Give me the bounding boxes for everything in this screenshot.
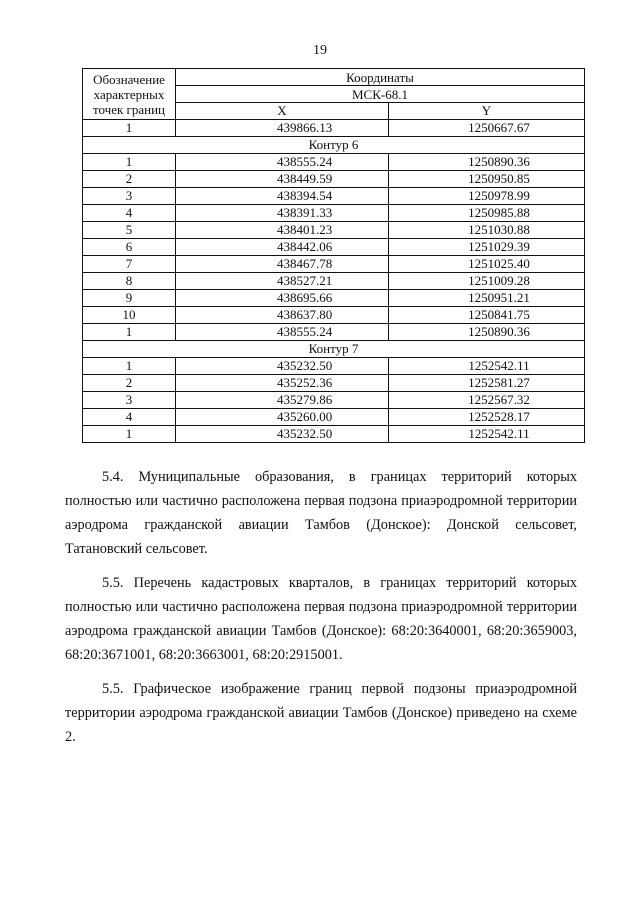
y-coordinate: 1252542.11 [468, 358, 530, 373]
y-cell [389, 256, 585, 273]
point-number: 4 [83, 409, 176, 426]
x-coordinate: 435232.50 [277, 426, 333, 441]
y-cell [389, 188, 585, 205]
point-number: 8 [83, 273, 176, 290]
y-cell [389, 307, 585, 324]
table-row [83, 409, 585, 426]
header-point-designation: Обозначение характерных точек границ [83, 69, 176, 120]
point-number: 9 [83, 290, 176, 307]
table-header-row [83, 69, 585, 86]
point-number: 3 [83, 392, 176, 409]
x-coordinate: 438555.24 [277, 154, 333, 169]
x-cell [176, 239, 389, 256]
y-cell [389, 392, 585, 409]
contour-header-row [83, 137, 585, 154]
y-coordinate: 1250985.88 [468, 205, 530, 220]
x-cell [176, 375, 389, 392]
y-coordinate: 1250950.85 [468, 171, 530, 186]
y-cell [389, 324, 585, 341]
table-row [83, 426, 585, 443]
table-row [83, 188, 585, 205]
table-row [83, 205, 585, 222]
table-row [83, 307, 585, 324]
x-coordinate: 438555.24 [277, 324, 333, 339]
y-cell [389, 358, 585, 375]
header-y: Y [389, 103, 585, 120]
y-coordinate: 1250978.99 [468, 188, 530, 203]
x-cell [176, 324, 389, 341]
table-row [83, 222, 585, 239]
y-coordinate: 1250890.36 [468, 324, 530, 339]
contour-label: Контур 7 [83, 341, 585, 358]
coordinates-table [82, 68, 585, 443]
x-coordinate: 438467.78 [277, 256, 333, 271]
y-cell [389, 205, 585, 222]
x-coordinate: 435232.50 [277, 358, 333, 373]
table-row [83, 273, 585, 290]
paragraph-5-4: 5.4. Муниципальные образования, в границах территорий которых полностью или частично расположена первая подзона приаэродромной территории аэродрома гражданской авиации Тамбов (Донское): Донской сельсовет, Татановский сельсовет. [65, 469, 577, 557]
y-cell [389, 120, 585, 137]
x-cell [176, 188, 389, 205]
point-number: 6 [83, 239, 176, 256]
page-number: 19 [313, 43, 327, 58]
paragraph-5-5-graphic: 5.5. Графическое изображение границ первой подзоны приаэродромной территории аэродрома гражданской авиации Тамбов (Донское) приведено на схеме 2. [65, 681, 577, 745]
x-coordinate: 438442.06 [277, 239, 333, 254]
point-number: 1 [83, 154, 176, 171]
point-number: 3 [83, 188, 176, 205]
point-number: 1 [83, 120, 176, 137]
contour-label: Контур 6 [83, 137, 585, 154]
x-cell [176, 392, 389, 409]
y-coordinate: 1251009.28 [468, 273, 530, 288]
y-cell [389, 290, 585, 307]
x-coordinate: 438637.80 [277, 307, 333, 322]
x-coordinate: 439866.13 [277, 120, 333, 135]
x-cell [176, 120, 389, 137]
x-coordinate: 438695.66 [277, 290, 333, 305]
y-cell [389, 222, 585, 239]
x-coordinate: 438527.21 [277, 273, 333, 288]
x-cell [176, 205, 389, 222]
table-row [83, 392, 585, 409]
point-number: 2 [83, 171, 176, 188]
y-coordinate: 1252528.17 [468, 409, 530, 424]
x-coordinate: 435252.36 [277, 375, 333, 390]
contour-header-row [83, 341, 585, 358]
point-number: 1 [83, 358, 176, 375]
point-number: 1 [83, 426, 176, 443]
table-row [83, 239, 585, 256]
point-number: 1 [83, 324, 176, 341]
y-coordinate: 1252567.32 [468, 392, 530, 407]
paragraph-5-5-cadastral: 5.5. Перечень кадастровых кварталов, в границах территорий которых полностью или частично расположена первая подзона приаэродромной территории аэродрома гражданской авиации Тамбов (Донское): 68:20:3640001, 68:20:3659003, 68:20:3671001, 68:20:3663001, 68:20:2915001. [65, 575, 577, 663]
header-coordinates [176, 69, 585, 86]
y-coordinate: 1250951.21 [468, 290, 530, 305]
x-coordinate: 438391.33 [277, 205, 333, 220]
y-coordinate: 1250890.36 [468, 154, 530, 169]
y-coordinate: 1250667.67 [468, 120, 530, 135]
table-row [83, 171, 585, 188]
y-cell [389, 171, 585, 188]
y-coordinate: 1251025.40 [468, 256, 530, 271]
x-cell [176, 409, 389, 426]
x-cell [176, 273, 389, 290]
y-coordinate: 1252542.11 [468, 426, 530, 441]
table-row [83, 256, 585, 273]
y-cell [389, 409, 585, 426]
table-row [83, 120, 585, 137]
table-row [83, 290, 585, 307]
header-x: X [176, 103, 389, 120]
y-coordinate: 1250841.75 [468, 307, 530, 322]
x-cell [176, 222, 389, 239]
y-coordinate: 1252581.27 [468, 375, 530, 390]
x-cell [176, 171, 389, 188]
x-cell [176, 154, 389, 171]
table-row [83, 375, 585, 392]
x-coordinate: 438449.59 [277, 171, 333, 186]
y-cell [389, 239, 585, 256]
x-cell [176, 290, 389, 307]
table-row [83, 154, 585, 171]
point-number: 2 [83, 375, 176, 392]
x-cell [176, 307, 389, 324]
x-coordinate: 438394.54 [277, 188, 333, 203]
x-cell [176, 256, 389, 273]
point-number: 4 [83, 205, 176, 222]
point-number: 7 [83, 256, 176, 273]
body-text [65, 465, 577, 749]
table-row [83, 324, 585, 341]
x-cell [176, 358, 389, 375]
table-row [83, 358, 585, 375]
y-cell [389, 375, 585, 392]
y-cell [389, 273, 585, 290]
header-coordinates-title: Координаты [346, 69, 414, 85]
y-cell [389, 426, 585, 443]
y-coordinate: 1251029.39 [468, 239, 530, 254]
y-cell [389, 154, 585, 171]
header-coordinate-system: МСК-68.1 [176, 86, 585, 103]
x-cell [176, 426, 389, 443]
y-coordinate: 1251030.88 [468, 222, 530, 237]
point-number: 5 [83, 222, 176, 239]
x-coordinate: 435260.00 [277, 409, 333, 424]
point-number: 10 [83, 307, 176, 324]
x-coordinate: 435279.86 [277, 392, 333, 407]
x-coordinate: 438401.23 [277, 222, 333, 237]
